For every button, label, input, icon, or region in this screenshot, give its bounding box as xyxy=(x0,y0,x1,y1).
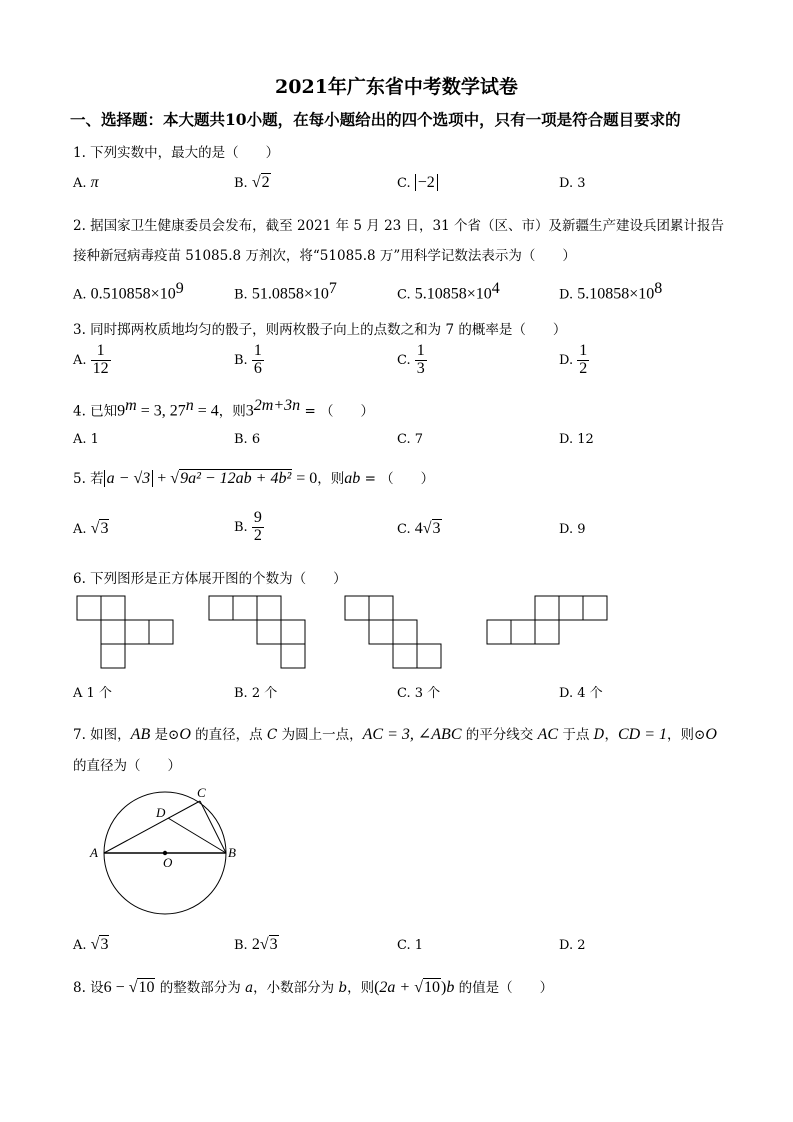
q5-option-b: B. $\frac{9}{2}$ xyxy=(234,509,262,544)
q4-option-c: C. 7 xyxy=(397,432,424,447)
label-A: A xyxy=(90,845,98,860)
q5-option-d: D. 9 xyxy=(559,522,586,537)
net-figure-4 xyxy=(487,596,607,644)
label-C: C xyxy=(197,785,206,800)
q6-option-d: D. 4 个 xyxy=(559,686,603,701)
q1-option-d: D. 3 xyxy=(559,176,586,191)
circle-geometry-figure xyxy=(84,782,244,922)
question-1-stem: 1. 下列实数中，最大的是（ ） xyxy=(73,145,280,161)
label-O: O xyxy=(163,855,173,870)
label-D: D xyxy=(156,805,166,820)
question-7-line1: 7. 如图，AB 是⊙O 的直径，点 C 为圆上一点，AC = 3, ∠ABC 的平分线交 AC 于点 D，CD = 1，则⊙O xyxy=(73,726,717,743)
question-3-stem: 3. 同时掷两枚质地均匀的骰子，则两枚骰子向上的点数之和为 7 的概率是（ ） xyxy=(73,322,567,338)
q4-option-d: D. 12 xyxy=(559,432,594,447)
cube-net-figures xyxy=(70,594,630,670)
question-4-stem: 4. 已知$9^m = 3$, $27^n = 4$，则$3^{2m+3n}$ = （ ） xyxy=(73,397,375,420)
question-8-stem: 8. 设6 − √10 的整数部分为 a，小数部分为 b，则(2a + √10)b 的值是（ ） xyxy=(73,979,554,996)
q7-option-d: D. 2 xyxy=(559,938,586,953)
net-figure-3 xyxy=(345,596,441,668)
q2-option-b: B. $51.0858\times 10^7$ xyxy=(234,280,337,303)
question-2-line2: 接种新冠病毒疫苗 51085.8 万剂次，将“51085.8 万”用科学记数法表示为（ ） xyxy=(73,248,576,264)
question-2-line1: 2. 据国家卫生健康委员会发布，截至 2021 年 5 月 23 日，31 个省（区、市）及新疆生产建设兵团累计报告 xyxy=(73,218,725,234)
q2-option-c: C. $5.10858\times 10^4$ xyxy=(397,280,500,303)
q6-option-b: B. 2 个 xyxy=(234,686,278,701)
q1-option-c: C. −2 xyxy=(397,174,438,192)
q3-option-d: D. $\frac{1}{2}$ xyxy=(559,342,588,377)
q1-option-b: B. √2 xyxy=(234,174,270,191)
q2-option-a: A. $0.510858\times 10^9$ xyxy=(73,280,184,303)
page-title: 2021年广东省中考数学试卷 xyxy=(275,76,518,98)
q4-option-b: B. 6 xyxy=(234,432,261,447)
q5-option-a: A. √3 xyxy=(73,520,109,537)
net-figure-1 xyxy=(77,596,173,668)
q6-option-c: C. 3 个 xyxy=(397,686,441,701)
question-5-stem: 5. 若 a − √3 + √9a² − 12ab + 4b² = 0，则ab = （ ） xyxy=(73,470,435,487)
q4-option-a: A. 1 xyxy=(73,432,99,447)
q7-option-b: B. 2√3 xyxy=(234,936,278,953)
q3-option-b: B. $\frac{1}{6}$ xyxy=(234,342,262,377)
label-B: B xyxy=(228,845,236,860)
q3-option-c: C. $\frac{1}{3}$ xyxy=(397,342,425,377)
q6-option-a: A 1 个 xyxy=(73,686,112,701)
question-7-line2: 的直径为（ ） xyxy=(73,758,181,774)
q7-option-a: A. √3 xyxy=(73,936,109,953)
q1-option-a: A. π xyxy=(73,174,99,191)
question-6-stem: 6. 下列图形是正方体展开图的个数为（ ） xyxy=(73,571,347,587)
section-heading: 一、选择题：本大题共10小题，在每小题给出的四个选项中，只有一项是符合题目要求的 xyxy=(70,110,681,129)
net-figure-2 xyxy=(209,596,305,668)
q2-option-d: D. $5.10858\times 10^8$ xyxy=(559,280,663,303)
q7-option-c: C. 1 xyxy=(397,938,424,953)
q3-option-a: A. $\frac{1}{12}$ xyxy=(73,342,109,377)
q5-option-c: C. 4√3 xyxy=(397,520,441,537)
